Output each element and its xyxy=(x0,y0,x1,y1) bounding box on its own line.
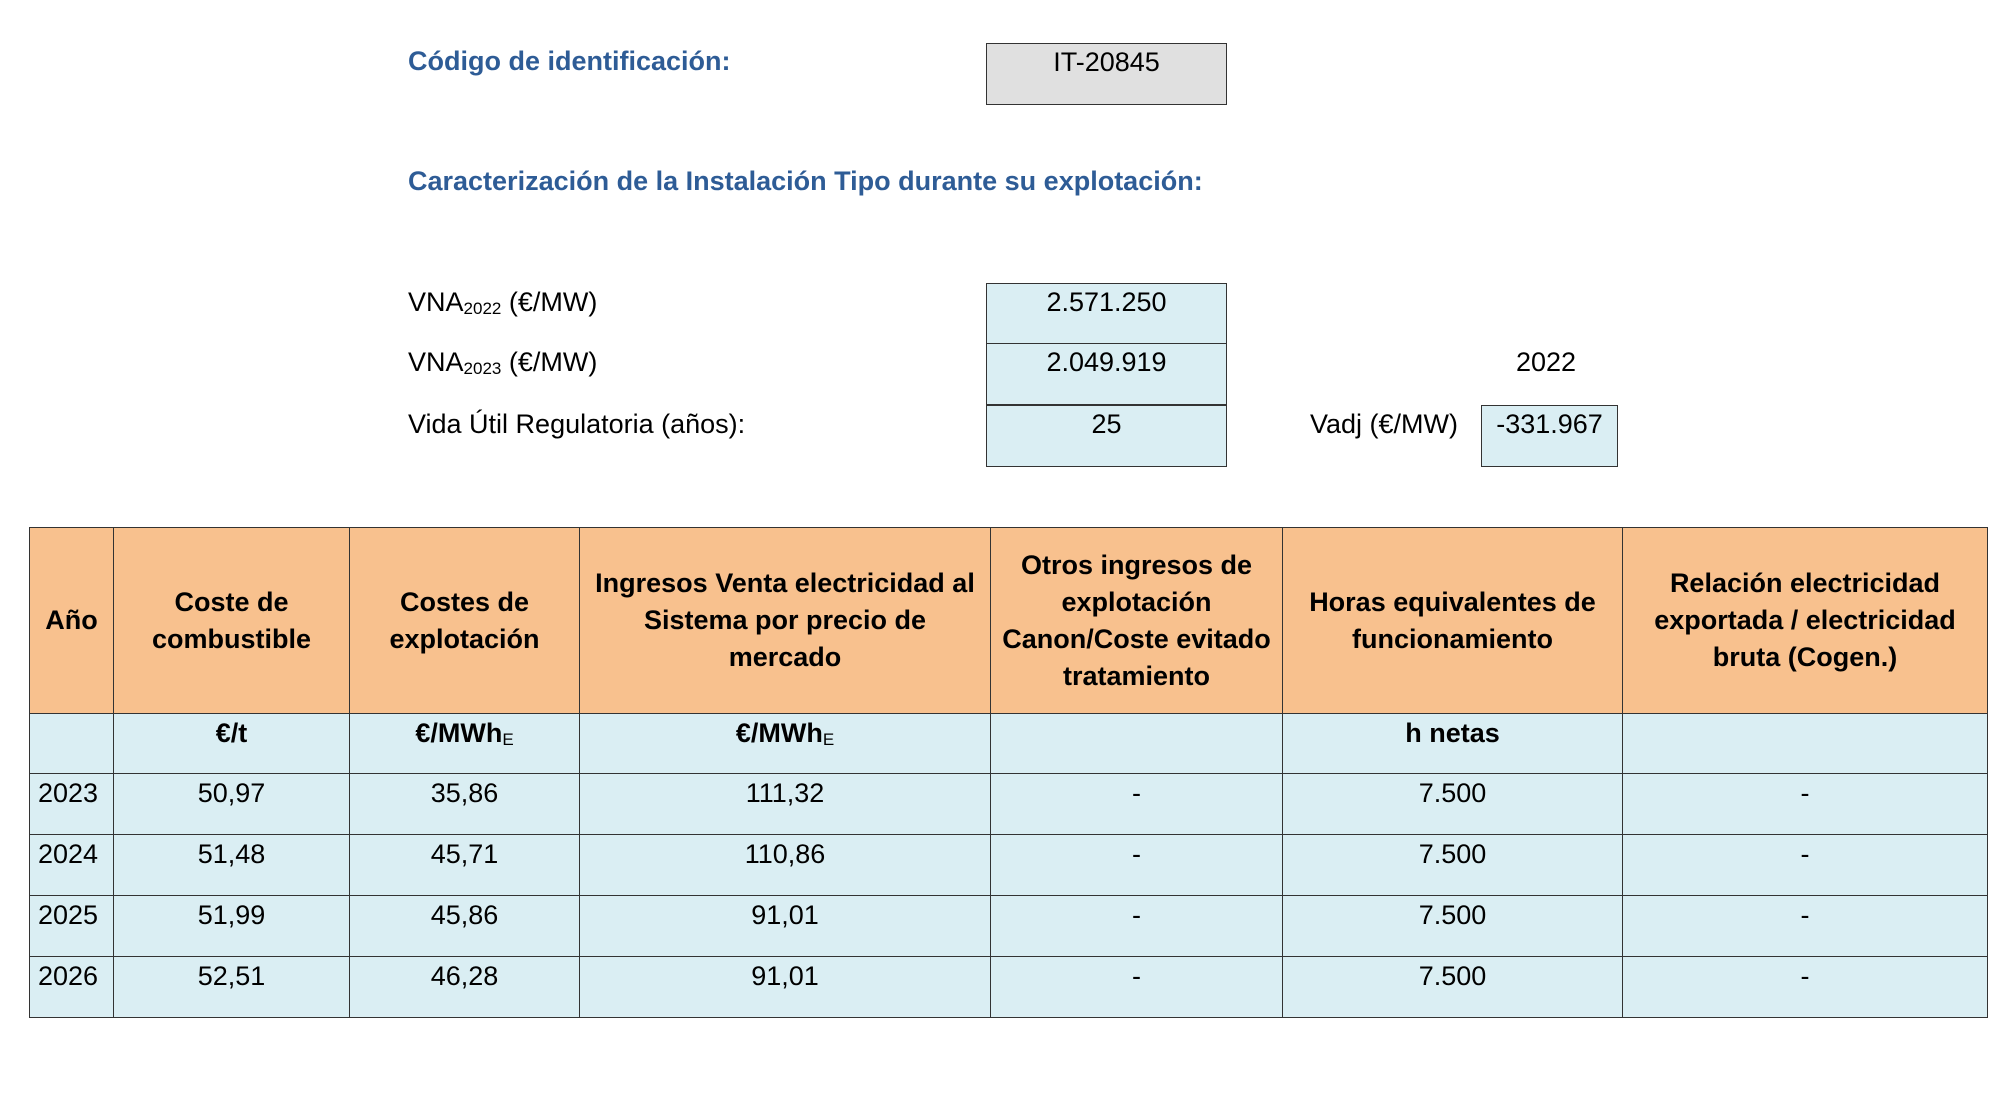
cell-relacion: - xyxy=(1623,957,1988,1018)
cell-explotacion: 46,28 xyxy=(350,957,580,1018)
header-ingresos-venta: Ingresos Venta electricidad al Sistema por precio de mercado xyxy=(580,528,991,714)
table-row xyxy=(30,835,1988,896)
cell-explotacion: 45,86 xyxy=(350,896,580,957)
id-label: Código de identificación: xyxy=(408,46,731,76)
unit-ingresos-sub: E xyxy=(822,730,835,749)
cell-year: 2026 xyxy=(30,957,114,1018)
vna-2022-label xyxy=(408,287,597,319)
cell-year: 2024 xyxy=(30,835,114,896)
vida-util-label: Vida Útil Regulatoria (años): xyxy=(408,409,746,439)
cell-relacion: - xyxy=(1623,896,1988,957)
cell-horas: 7.500 xyxy=(1283,774,1623,835)
cell-otros: - xyxy=(991,835,1283,896)
cell-ingresos: 91,01 xyxy=(580,957,991,1018)
vna-2022-sub: 2022 xyxy=(463,299,502,318)
cell-year: 2023 xyxy=(30,774,114,835)
table-row xyxy=(30,957,1988,1018)
header-costes-explotacion: Costes de explotación xyxy=(350,528,580,714)
unit-ingresos-main: €/MWh xyxy=(735,718,823,748)
table-row xyxy=(30,774,1988,835)
unit-otros xyxy=(991,714,1283,774)
vna-2023-suffix: (€/MW) xyxy=(501,347,598,377)
cell-year: 2025 xyxy=(30,896,114,957)
unit-explotacion-main: €/MWh xyxy=(415,718,503,748)
header-otros-ingresos: Otros ingresos de explotación Canon/Coste evitado tratamiento xyxy=(991,528,1283,714)
cell-combustible: 51,48 xyxy=(114,835,350,896)
vna-2023-sub: 2023 xyxy=(463,359,502,378)
header-relacion-electricidad: Relación electricidad exportada / electricidad bruta (Cogen.) xyxy=(1623,528,1988,714)
cell-horas: 7.500 xyxy=(1283,896,1623,957)
cell-combustible: 50,97 xyxy=(114,774,350,835)
vna-2023-prefix: VNA xyxy=(408,347,464,377)
vna-2023-label xyxy=(408,347,597,379)
vadj-value: -331.967 xyxy=(1481,405,1618,467)
unit-combustible: €/t xyxy=(114,714,350,774)
cell-relacion: - xyxy=(1623,835,1988,896)
vna-2022-value: 2.571.250 xyxy=(986,283,1227,345)
table-units-row xyxy=(30,714,1988,774)
id-value-cell: IT-20845 xyxy=(986,43,1227,105)
table-header-row xyxy=(30,528,1988,714)
cell-relacion: - xyxy=(1623,774,1988,835)
cost-table xyxy=(29,527,1988,1018)
cell-otros: - xyxy=(991,957,1283,1018)
table-row xyxy=(30,896,1988,957)
header-coste-combustible: Coste de combustible xyxy=(114,528,350,714)
unit-relacion xyxy=(1623,714,1988,774)
cell-ingresos: 111,32 xyxy=(580,774,991,835)
vna-2022-suffix: (€/MW) xyxy=(501,287,598,317)
vna-2023-value: 2.049.919 xyxy=(986,343,1227,405)
section-title: Caracterización de la Instalación Tipo durante su explotación: xyxy=(408,166,1203,196)
cell-otros: - xyxy=(991,896,1283,957)
vna-2022-prefix: VNA xyxy=(408,287,464,317)
unit-horas: h netas xyxy=(1283,714,1623,774)
header-horas-equivalentes: Horas equivalentes de funcionamiento xyxy=(1283,528,1623,714)
unit-ingresos xyxy=(580,714,991,774)
cell-otros: - xyxy=(991,774,1283,835)
cell-combustible: 52,51 xyxy=(114,957,350,1018)
unit-ano xyxy=(30,714,114,774)
cell-horas: 7.500 xyxy=(1283,835,1623,896)
reference-year: 2022 xyxy=(1516,347,1577,377)
unit-explotacion-sub: E xyxy=(502,730,514,749)
cell-combustible: 51,99 xyxy=(114,896,350,957)
cell-explotacion: 35,86 xyxy=(350,774,580,835)
cell-ingresos: 91,01 xyxy=(580,896,991,957)
header-ano: Año xyxy=(30,528,114,714)
cell-horas: 7.500 xyxy=(1283,957,1623,1018)
vida-util-value: 25 xyxy=(986,405,1227,467)
cell-ingresos: 110,86 xyxy=(580,835,991,896)
cell-explotacion: 45,71 xyxy=(350,835,580,896)
unit-explotacion xyxy=(350,714,580,774)
vadj-label: Vadj (€/MW) xyxy=(1310,409,1459,439)
